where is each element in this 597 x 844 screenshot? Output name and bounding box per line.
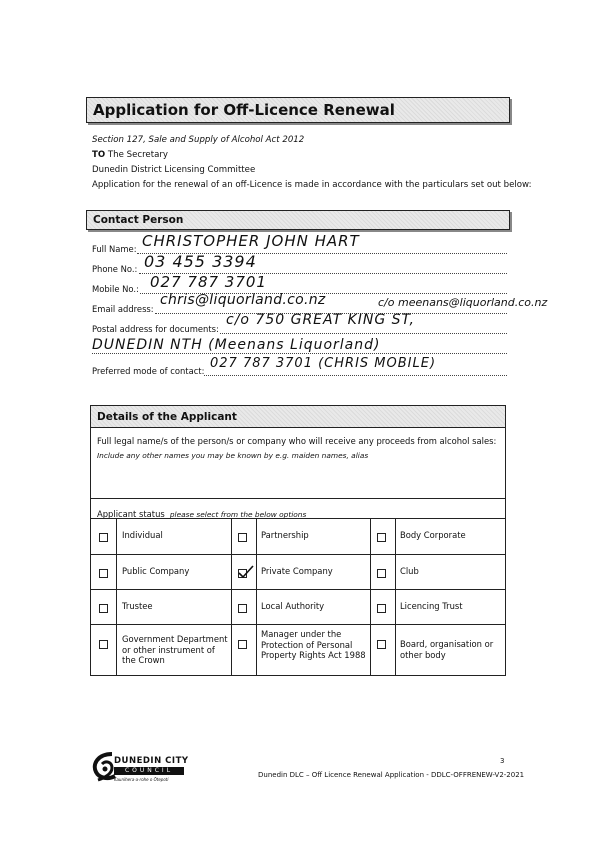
grid-line xyxy=(116,518,117,676)
act-reference: Section 127, Sale and Supply of Alcohol Act 2012 xyxy=(92,135,305,145)
logo-tagline: Kaunihera-a-rohe o Ōtepoti xyxy=(114,777,169,782)
page-number: 3 xyxy=(500,757,505,765)
legal-names-label: Full legal name/s of the person/s or company who will receive any proceeds from alcohol sales: xyxy=(97,436,497,446)
grid-line xyxy=(256,518,257,676)
status-label: Applicant status xyxy=(97,509,165,519)
grid-line xyxy=(370,518,371,676)
grid-line xyxy=(395,518,396,676)
logo-council: COUNCIL xyxy=(114,767,184,775)
page-title: Application for Off-Licence Renewal xyxy=(93,101,395,119)
addressee: The Secretary xyxy=(107,150,168,160)
club-checkbox[interactable] xyxy=(377,569,386,578)
individual-checkbox[interactable] xyxy=(99,533,108,542)
body-corporate-checkbox[interactable] xyxy=(377,533,386,542)
contact-section-header xyxy=(86,210,510,230)
option-label: Club xyxy=(400,566,419,576)
option-label: Licencing Trust xyxy=(400,601,463,611)
option-label: Private Company xyxy=(261,566,333,576)
to-label: TO xyxy=(92,150,106,160)
mobile-label: Mobile No.: xyxy=(92,284,139,294)
email-field[interactable]: chris@liquorland.co.nz xyxy=(160,292,326,308)
local-authority-checkbox[interactable] xyxy=(238,604,247,613)
applicant-heading: Details of the Applicant xyxy=(97,411,237,423)
option-label: Body Corporate xyxy=(400,530,466,540)
preferred-contact-label: Preferred mode of contact: xyxy=(92,366,205,376)
grid-line xyxy=(91,624,505,625)
trustee-checkbox[interactable] xyxy=(99,604,108,613)
phone-label: Phone No.: xyxy=(92,264,138,274)
grid-line xyxy=(91,589,505,590)
option-label: Trustee xyxy=(122,601,153,611)
committee-name: Dunedin District Licensing Committee xyxy=(92,165,256,175)
logo-text: DUNEDIN CITY xyxy=(114,756,189,766)
dunedin-city-council-logo xyxy=(90,750,190,786)
divider xyxy=(91,498,505,499)
option-label: Government Department or other instrument of the Crown xyxy=(122,634,228,665)
full-name-field[interactable]: CHRISTOPHER JOHN HART xyxy=(142,232,360,250)
addressee-line xyxy=(92,150,168,161)
postal-field[interactable]: c/o 750 GREAT KING ST, xyxy=(226,312,415,328)
option-label: Public Company xyxy=(122,566,190,576)
postal-label: Postal address for documents: xyxy=(92,324,219,334)
preferred-contact-line xyxy=(204,375,507,376)
preferred-contact-field[interactable]: 027 787 3701 (CHRIS MOBILE) xyxy=(210,356,437,371)
grid-line xyxy=(231,518,232,676)
board-organisation-checkbox[interactable] xyxy=(377,640,386,649)
option-label: Local Authority xyxy=(261,601,325,611)
postal-line xyxy=(220,333,507,334)
email-field-alt[interactable]: c/o meenans@liquorland.co.nz xyxy=(378,296,548,309)
document-reference: Dunedin DLC – Off Licence Renewal Application - DDLC-OFFRENEW-V2-2021 xyxy=(258,771,525,779)
status-note: please select from the below options xyxy=(169,510,307,519)
applicant-section xyxy=(90,405,506,676)
option-label: Individual xyxy=(122,530,163,540)
private-company-checkbox[interactable] xyxy=(238,569,247,578)
option-label: Manager under the Protection of Personal Property Rights Act 1988 xyxy=(261,629,366,660)
grid-line xyxy=(91,554,505,555)
grid-line xyxy=(91,518,505,519)
title-box xyxy=(86,97,510,123)
email-label: Email address: xyxy=(92,304,154,314)
legal-names-field[interactable] xyxy=(97,466,497,496)
public-company-checkbox[interactable] xyxy=(99,569,108,578)
mobile-field[interactable]: 027 787 3701 xyxy=(150,273,267,291)
contact-heading: Contact Person xyxy=(93,214,184,226)
option-label: Partnership xyxy=(261,530,309,540)
option-label: Board, organisation or other body xyxy=(400,639,494,660)
check-mark-icon xyxy=(238,565,254,579)
phone-field[interactable]: 03 455 3394 xyxy=(144,252,257,271)
full-name-label: Full Name: xyxy=(92,244,137,254)
postal-line-2 xyxy=(92,353,507,354)
postal-field-2[interactable]: DUNEDIN NTH (Meenans Liquorland) xyxy=(92,337,381,353)
partnership-checkbox[interactable] xyxy=(238,533,247,542)
government-department-checkbox[interactable] xyxy=(99,640,108,649)
manager-protection-checkbox[interactable] xyxy=(238,640,247,649)
applicant-section-header xyxy=(91,406,505,428)
legal-names-note: Include any other names you may be known by e.g. maiden names, alias xyxy=(97,451,369,460)
intro-statement: Application for the renewal of an off-Licence is made in accordance with the particulars set out below: xyxy=(92,180,532,190)
licencing-trust-checkbox[interactable] xyxy=(377,604,386,613)
